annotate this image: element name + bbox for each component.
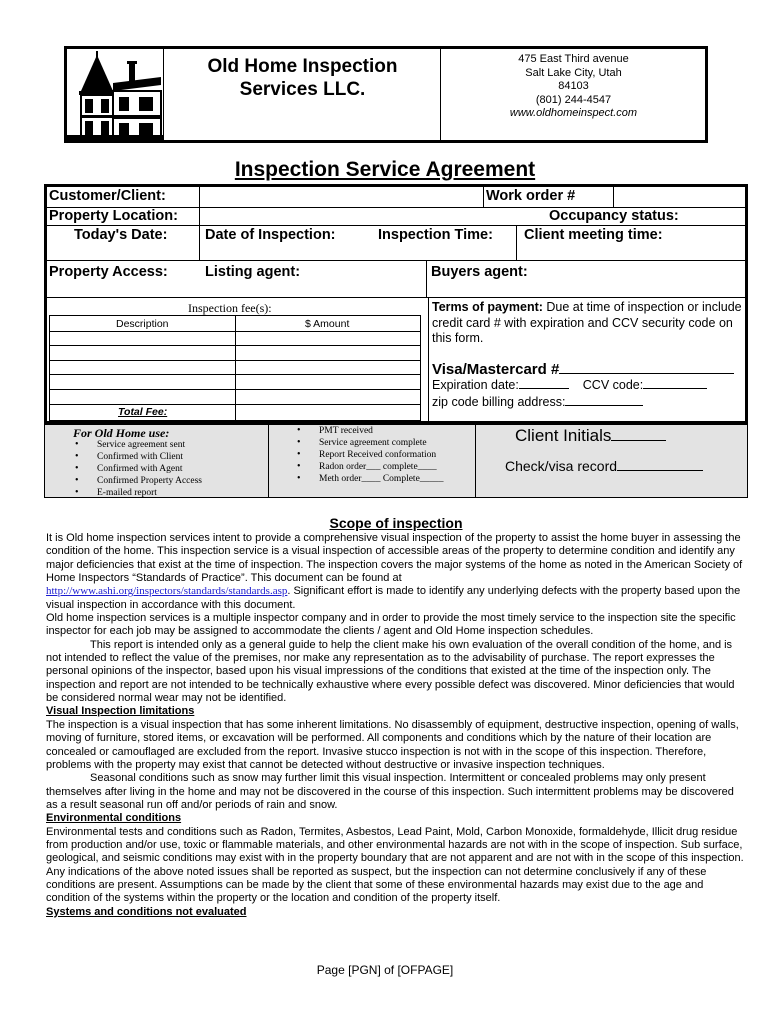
scope-paragraph-2: Old home inspection services is a multiple inspector company and in order to provide the most timely service to the inspection site the specific inspector for each job may be assigned to accommodate the clients / agent and Old Home inspection schedules. <box>46 612 736 638</box>
company-address <box>442 49 705 140</box>
client-initials-label: Client Initials <box>515 426 612 445</box>
client-initials-field[interactable] <box>611 427 666 441</box>
office-use-title: For Old Home use: <box>73 426 170 440</box>
address-city: Salt Lake City, Utah <box>525 66 622 79</box>
company-line-2: Services LLC. <box>239 79 366 100</box>
list-item: • Service agreement sent <box>71 439 202 451</box>
fee-col-amount: $ Amount <box>305 318 350 330</box>
total-fee-label: Total Fee: <box>118 406 168 418</box>
property-location-field[interactable] <box>200 206 540 224</box>
address-street: 475 East Third avenue <box>518 53 629 65</box>
client-initials <box>515 426 666 446</box>
property-location-label: Property Location: <box>49 208 178 224</box>
letterhead <box>64 46 708 143</box>
list-item: • Report Received conformation <box>293 449 444 461</box>
address-zip: 84103 <box>558 80 589 92</box>
office-checklist-2 <box>293 425 444 485</box>
listing-agent-label: Listing agent: <box>205 264 301 280</box>
list-item: • PMT received <box>293 425 444 437</box>
work-order-field[interactable] <box>614 186 744 204</box>
scope-paragraph-3: This report is intended only as a general guide to help the client make his own evaluation of the overall condition of the home, and is not intended to reflect the value of the premises, nor make any representation as to the advisability of purchase. The report expresses the personal opinions of the inspector, based upon his visual impressions of the conditions that existed at the time of the inspection only. The inspection and report are not intended to be technically exhaustive where every possible defect was discovered. Minor deficiencies that would be considered normal wear may not be identified. <box>46 638 735 705</box>
work-order-label: Work order # <box>486 188 576 204</box>
check-visa-record <box>505 458 703 474</box>
check-visa-field[interactable] <box>617 459 703 471</box>
customer-label: Customer/Client: <box>49 188 166 204</box>
scope-p1-text: It is Old home inspection services intent to provide a comprehensive visual inspection of the property to assist the home buyer in assessing the condition of the home. This inspection service is a visual inspection of accessible areas of the property to determine condition and identify any major deficiencies that exist at the time of inspection. The inspection covers the major systems of the home as noted in the American Society of Home Inspectors “Standards of Practice”. This document can be found at <box>46 532 743 585</box>
house-logo <box>67 49 164 140</box>
ccv-label: CCV code: <box>582 378 644 392</box>
expiration-label: Expiration date: <box>432 378 519 392</box>
ashi-standards-link[interactable]: http://www.ashi.org/inspectors/standards/standards.asp <box>46 585 288 598</box>
office-checklist-1 <box>71 439 202 499</box>
expiration-field[interactable] <box>519 377 569 389</box>
date-of-inspection-label: Date of Inspection: <box>205 227 336 243</box>
scope-paragraph-4: The inspection is a visual inspection that has some inherent limitations. No disassembly of equipment, destructive inspection, opening of walls, moving of furniture, stored items, or excavation will be performed. All components and conditions which by the nature of their location are concealed or camouflaged are excluded from the report. Invasive stucco inspection is not with in the scope of this inspection. Therefore, problems with the property may exist that cannot be detected without destructive or invasive inspection techniques. <box>46 718 739 771</box>
scope-p1-text-end: . Significant effort is made to identify any underlying defects with the property based upon the visual inspection in accordance with this document. <box>46 585 741 611</box>
list-item: • Service agreement complete <box>293 437 444 449</box>
inspection-time-label: Inspection Time: <box>378 227 493 243</box>
card-details <box>432 377 707 410</box>
scope-paragraph-1 <box>46 532 746 612</box>
phone-number: (801) 244-4547 <box>535 93 612 106</box>
terms-of-payment <box>432 300 744 347</box>
visa-label: Visa/Mastercard # <box>432 361 560 378</box>
environmental-heading: Environmental conditions <box>46 812 182 825</box>
list-item: • Radon order___ complete____ <box>293 461 444 473</box>
company-name <box>165 49 441 140</box>
customer-field[interactable] <box>200 186 480 204</box>
visa-mastercard-row <box>432 360 734 378</box>
scope-title: Scope of inspection <box>329 515 463 531</box>
fee-col-description: Description <box>116 318 169 330</box>
list-item: • Confirmed with Agent <box>71 463 202 475</box>
systems-not-evaluated-heading: Systems and conditions not evaluated <box>46 905 247 918</box>
card-number-field[interactable] <box>559 360 734 374</box>
zip-field[interactable] <box>565 394 643 406</box>
fee-table <box>49 315 421 421</box>
company-line-1: Old Home Inspection <box>207 56 398 77</box>
office-use-box <box>44 424 748 498</box>
list-item: • Confirmed with Client <box>71 451 202 463</box>
todays-date-label: Today's Date: <box>74 227 168 243</box>
client-meeting-label: Client meeting time: <box>524 227 663 243</box>
victorian-house-icon <box>67 49 164 140</box>
ccv-field[interactable] <box>643 377 707 389</box>
list-item: • Confirmed Property Access <box>71 475 202 487</box>
buyers-agent-label: Buyers agent: <box>431 264 528 280</box>
visual-limitations-heading: Visual Inspection limitations <box>46 705 195 718</box>
terms-text: Due at time of inspection or include credit card # with expiration and CCV security code on this form. <box>432 300 742 345</box>
list-item: • E-mailed report <box>71 487 202 499</box>
terms-heading: Terms of payment: <box>432 300 543 314</box>
list-item: • Meth order____ Complete_____ <box>293 473 444 485</box>
scope-paragraph-6: Environmental tests and conditions such as Radon, Termites, Asbestos, Lead Paint, Mold, Carbon Monoxide, formaldehyde, Illicit drug residue from production and/or use, toxic or flammable materials, and other environmental hazards are not with in the scope of inspection. Sub surface, geological, and seismic conditions may exist with in the property boundary that are not apparent and are not with in the scope of this inspection. Any indications of the above noted issues shall be reported as suspect, but the inspection can not determine conclusively if any of these conditions are present. Assumptions can be made by the client that some of these environmental hazards may exist due to the age and condition of the systems within the property or the location and condition of the property itself. <box>46 825 744 905</box>
property-access-label: Property Access: <box>49 264 168 280</box>
page-footer: Page [PGN] of [OFPAGE] <box>316 963 454 977</box>
scope-section <box>46 515 746 919</box>
scope-paragraph-5: Seasonal conditions such as snow may further limit this visual inspection. Intermittent or concealed problems may only present themselves after living in the home and may not be discovered in the course of this inspection. Such intermittent problems may be discovered as a result seasonal run off and/or periods of rain and snow. <box>46 772 734 811</box>
website: www.oldhomeinspect.com <box>509 107 638 119</box>
fee-title: Inspection fee(s): <box>188 301 272 315</box>
occupancy-label: Occupancy status: <box>549 208 679 224</box>
document-title: Inspection Service Agreement <box>234 158 536 181</box>
zip-label: zip code billing address: <box>432 394 566 409</box>
check-visa-label: Check/visa record <box>505 458 618 474</box>
